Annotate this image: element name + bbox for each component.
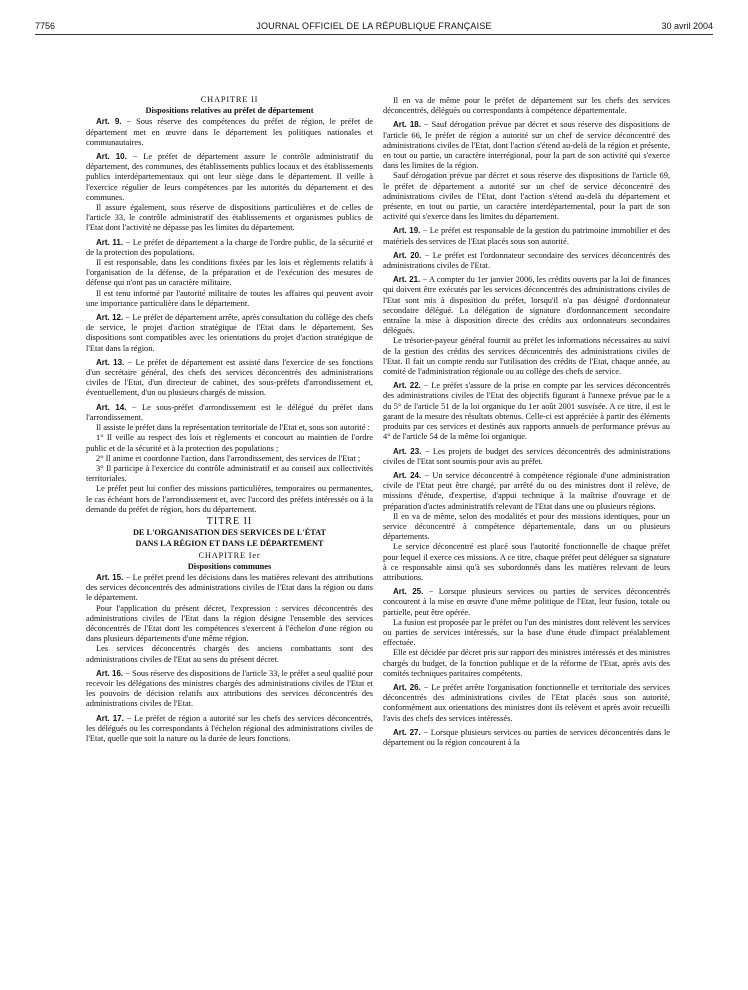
article-text: − Le préfet est l'ordonnateur secondaire des services déconcentrés des administrations civiles de l'Etat. — [383, 250, 670, 271]
paragraph: La fusion est proposée par le préfet ou l'un des ministres dont relèvent les services ou parties de services intéressés, sur la base d'une étude d'impact préalablement effectuée. — [383, 617, 670, 648]
article-label: Art. 19. — [393, 226, 421, 236]
right-column — [383, 96, 670, 986]
article-label: Art. 23. — [393, 446, 422, 456]
article-text: − Le sous-préfet d'arrondissement est le délégué du préfet dans l'arrondissement. — [86, 402, 373, 422]
page-number: 7756 — [35, 21, 56, 31]
publication-date: 30 avril 2004 — [661, 21, 713, 31]
article-text: − Lorsque plusieurs services ou parties de services déconcentrés dans le département ou la région concourent à la — [383, 727, 670, 747]
article-label: Art. 17. — [96, 713, 124, 723]
article-label: Art. 20. — [393, 250, 422, 260]
paragraph: Le préfet peut lui confier des missions particulières, temporaires ou permanentes, le cas échéant hors de l'arrondissement et, avec l'accord des préfets intéressés ou à la demande du préfet de région, hors du département. — [86, 484, 373, 514]
article-text: − Le préfet arrête l'organisation fonctionnelle et territoriale des services déconcentrés des administrations civiles de l'Etat placés sous son autorité, conformément aux orientations des ministres dont ils relèvent et après avoir recueilli l'avis des chefs des services intéressés. — [383, 682, 670, 723]
title-line: DANS LA RÉGION ET DANS LE DÉPARTEMENT — [135, 539, 324, 549]
article-text: − Les projets de budget des services déconcentrés des administrations civiles de l'Etat sont soumis pour avis au préfet. — [383, 446, 670, 466]
article-label: Art. 9. — [96, 117, 122, 127]
article-text: − Un service déconcentré à compétence régionale d'une administration civile de l'Etat peut être chargé, par arrêté du ou des ministres dont il relève, de missions d'étude, d'expertise, d'appui technique à la maîtrise d'ouvrage et de préparation d'actes administratifs relevant de l'Etat dans une ou plusieurs régions. — [383, 470, 670, 511]
article-text: − A compter du 1er janvier 2006, les crédits ouverts par la loi de finances qui doivent être exécutés par les services déconcentrés des administrations civiles de l'Etat sont mis à disposition du préfet, lorsqu'il n'a pas désigné d'ordonnateur secondaire délégué. La délégation de signature d'ordonnancement secondaire entraîne la mise à disposition directe des crédits aux ordonnateurs secondaires délégués. — [383, 275, 670, 336]
article-label: Art. 10. — [96, 152, 127, 162]
paragraph: 2° Il anime et coordonne l'action, dans l'arrondissement, des services de l'Etat ; — [96, 453, 361, 463]
paragraph: Les services déconcentrés chargés des anciens combattants sont des administrations civiles de l'Etat au sens du présent décret. — [86, 644, 373, 664]
article-label: Art. 13. — [96, 357, 125, 367]
article-text: − Le préfet de département assure le contrôle administratif du département, des communes, des établissements publics locaux et des établissements publics interdépartementaux qui ont leur siège dans le département. Il veille à l'exercice régulier de leurs compétences par les autorités du département et des communes. — [86, 152, 373, 202]
paragraph: 1° Il veille au respect des lois et règlements et concourt au maintien de l'ordre public et de la sécurité et à la protection des populations ; — [86, 433, 373, 453]
paragraph: Le service déconcentré est placé sous l'autorité fonctionnelle de chaque préfet pour lequel il exerce ces missions. A ce titre, chaque préfet peut déléguer sa signature à ce responsable ainsi qu'à ses subordonnés dans les matières relevant de leurs attributions. — [383, 542, 670, 582]
article-label: Art. 14. — [96, 402, 127, 412]
article-text: − Sauf dérogation prévue par décret et sous réserve des dispositions de l'article 66, le préfet de région a autorité sur un chef de service déconcentré des administrations civiles de l'Etat, dont l'action s'étend au-delà de la région et présente, en tout ou partie, un caractère interrégional, pour la part de son activité qui s'exerce dans les limites de la région. — [383, 120, 670, 171]
chapter-heading: CHAPITRE Ier — [198, 550, 261, 560]
article-label: Art. 21. — [393, 275, 421, 285]
paragraph: 3° Il participe à l'exercice du contrôle administratif et au conseil aux collectivités territoriales. — [86, 463, 373, 484]
paragraph: Il est tenu informé par l'autorité militaire de toutes les affaires qui peuvent avoir une importance particulière dans le département. — [86, 288, 373, 308]
article-label: Art. 22. — [393, 381, 421, 391]
paragraph: Le trésorier-payeur général fournit au préfet les informations nécessaires au suivi de la gestion des crédits des services déconcentrés des administrations civiles de l'Etat. Il fait un compte rendu sur l'utilisation des crédits de l'Etat, chaque année, au comité de l'administration régionale ou au collège des chefs de service. — [383, 336, 670, 377]
article-label: Art. 25. — [393, 587, 424, 597]
article-15 — [86, 573, 373, 604]
paragraph: Pour l'application du présent décret, l'expression : services déconcentrés des administrations civiles de l'Etat dans la région désigne l'ensemble des services déconcentrés de l'Etat dont les compétences s'exercent à l'échelon d'une région ou dans plusieurs départements d'une même région. — [86, 603, 373, 644]
article-27 — [383, 728, 670, 748]
header-rule — [35, 34, 713, 35]
article-21 — [383, 275, 670, 336]
article-label: Art. 16. — [96, 668, 124, 678]
article-label: Art. 24. — [393, 470, 422, 480]
article-26 — [383, 683, 670, 724]
article-label: Art. 18. — [393, 120, 421, 130]
article-label: Art. 27. — [393, 727, 421, 737]
article-22 — [383, 381, 670, 442]
article-13 — [86, 358, 373, 399]
article-text: − Le préfet de région a autorité sur les chefs des services déconcentrés, les délégués ou les correspondants à l'échelon régional des administrations civiles de l'Etat, quelle que soit la nature ou la durée de leurs fonctions. — [86, 713, 373, 743]
chapter-title: Dispositions communes — [187, 561, 272, 571]
article-text: − Le préfet de département arrête, après consultation du collège des chefs de service, le projet d'action stratégique de l'Etat dans le département. Ses dispositions sont compatibles avec les orientations du projet d'action stratégique de l'Etat dans la région. — [86, 313, 373, 353]
article-23 — [383, 447, 670, 467]
title-heading: TITRE II — [206, 515, 253, 527]
article-text: − Sous réserve des compétences du préfet de région, le préfet de département met en œuvre dans le département les politiques nationales et communautaires. — [86, 117, 373, 147]
article-17 — [86, 714, 373, 745]
title-line: DE L'ORGANISATION DES SERVICES DE L'ÉTAT — [132, 528, 327, 538]
article-18 — [383, 120, 670, 171]
article-9 — [86, 117, 373, 148]
article-25 — [383, 587, 670, 618]
article-label: Art. 11. — [96, 237, 124, 247]
paragraph: Il en va de même pour le préfet de département sur les chefs des services déconcentrés, délégués ou correspondants à compétence départementale. — [383, 96, 670, 116]
article-text: − Le préfet est responsable de la gestion du patrimoine immobilier et des matériels des services de l'Etat placés sous son autorité. — [383, 226, 670, 246]
article-19 — [383, 226, 670, 246]
article-11 — [86, 238, 373, 258]
article-label: Art. 12. — [96, 313, 124, 323]
chapter-heading: CHAPITRE II — [200, 95, 259, 104]
paragraph: Il est responsable, dans les conditions fixées par les lois et règlements relatifs à l'organisation de la défense, de la préparation et de l'exécution des mesures de défense qui n'ont pas un caractère militaire. — [86, 258, 373, 288]
article-10 — [86, 152, 373, 203]
article-16 — [86, 669, 373, 710]
article-label: Art. 15. — [96, 572, 124, 582]
paragraph: Il en va de même, selon des modalités et pour des missions identiques, pour un service déconcentré à compétence départementale, dans un ou plusieurs départements. — [383, 511, 670, 542]
article-text: − Sous réserve des dispositions de l'article 33, le préfet a seul qualité pour recevoir les délégations des ministres chargés des administrations civiles de l'Etat et les pouvoirs de décision relatifs aux attributions des services déconcentrés des administrations civiles de l'Etat. — [86, 668, 373, 709]
article-24 — [383, 471, 670, 512]
article-text: − Lorsque plusieurs services ou parties de services déconcentrés concourent à la mise en œuvre d'une même politique de l'Etat, leur fusion, totale ou partielle, peut être opérée. — [383, 587, 670, 617]
paragraph: Il assure également, sous réserve de dispositions particulières et de celles de l'article 33, le contrôle administratif des établissements et organismes publics de l'Etat dont l'activité ne dépasse pas les limites du département. — [86, 203, 373, 233]
article-14 — [86, 403, 373, 423]
article-12 — [86, 313, 373, 354]
article-text: − Le préfet de département est assisté dans l'exercice de ses fonctions d'un secrétaire général, des chefs des services déconcentrés des administrations civiles de l'Etat, d'un directeur de cabinet, des sous-préfets d'arrondissement et, éventuellement, d'un ou plusieurs chargés de mission. — [86, 357, 373, 398]
left-column — [86, 95, 373, 985]
article-text: − Le préfet prend les décisions dans les matières relevant des attributions des services déconcentrés des administrations civiles de l'Etat dans la région ou dans le département. — [86, 572, 373, 603]
article-text: − Le préfet s'assure de la prise en compte par les services déconcentrés des administrations civiles de l'Etat des objectifs figurant à l'annexe prévue par le a du 5° de l'article 51 de la loi organique du 1er août 2001 susvisée. A ce titre, il est le garant de la mesure des résultats obtenus. Celle-ci est appréciée à partir des éléments produits par ces services et destinés aux rapports annuels de performance prévus au 4° de l'article 54 de la même loi organique. — [383, 381, 670, 442]
article-text: − Le préfet de département a la charge de l'ordre public, de la sécurité et de la protection des populations. — [86, 237, 373, 257]
journal-title: JOURNAL OFFICIEL DE LA RÉPUBLIQUE FRANÇAISE — [256, 21, 492, 31]
article-label: Art. 26. — [393, 682, 421, 692]
paragraph: Elle est décidée par décret pris sur rapport des ministres intéressés et des ministres chargés du budget, de la fonction publique et de la réforme de l'Etat, après avis des comités techniques paritaires compétents. — [383, 648, 670, 678]
paragraph: Sauf dérogation prévue par décret et sous réserve des dispositions de l'article 69, le préfet de département a autorité sur un chef de service déconcentré des administrations civiles de l'Etat, dont l'action s'étend au-delà du département et présente, en tout ou partie, un caractère interdépartemental, pour la part de son activité qui s'exerce dans les limites du département. — [383, 171, 670, 222]
article-20 — [383, 251, 670, 271]
chapter-title: Dispositions relatives au préfet de département — [145, 106, 314, 116]
page-header — [35, 19, 713, 35]
paragraph: Il assiste le préfet dans la représentation territoriale de l'Etat et, sous son autorité : — [96, 423, 370, 433]
